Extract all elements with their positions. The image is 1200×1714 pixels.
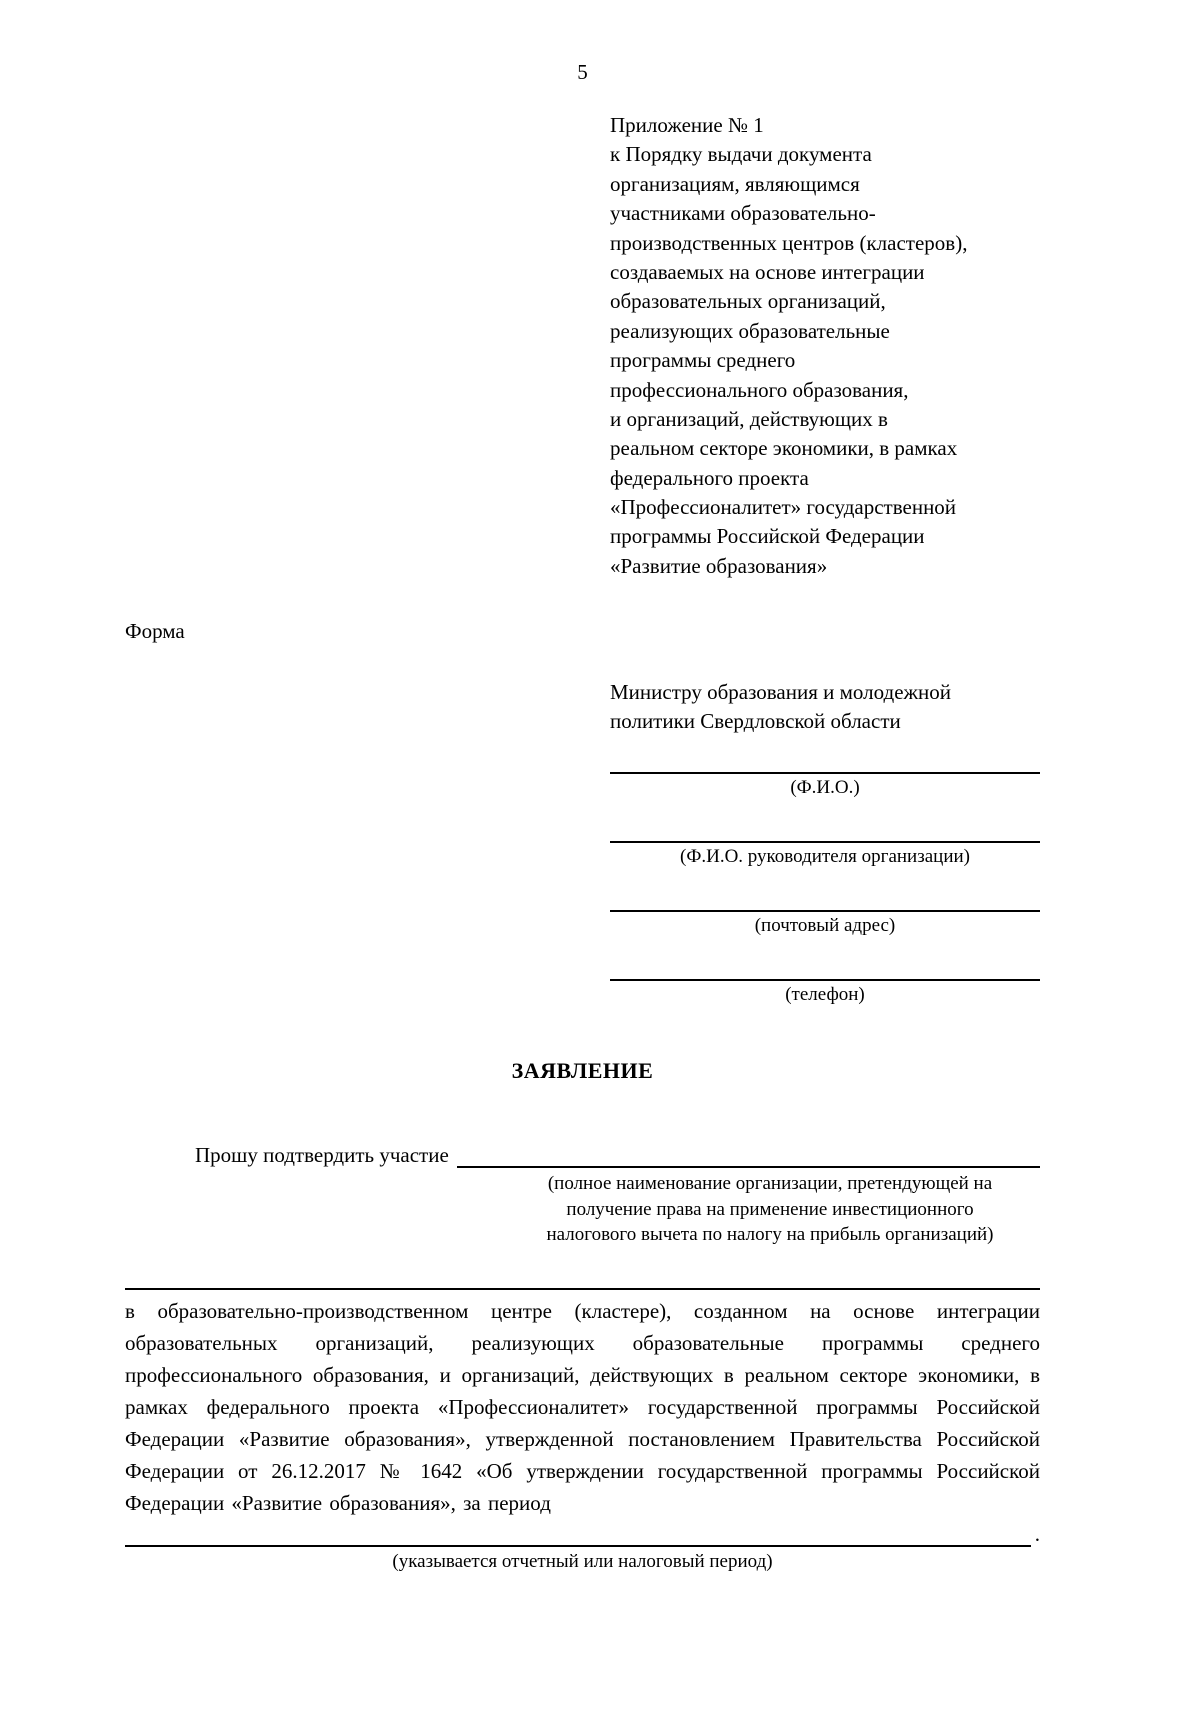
request-line bbox=[125, 1142, 1040, 1168]
appendix-heading: Приложение № 1 к Порядку выдачи документа организациям, являющимся участниками образовательно- производственных центров (кластеров), создаваемых на основе интеграции образовательных организаций, реализующих образовательные программы среднего профессионального образования, и организаций, действующих в реальном секторе экономики, в рамках федерального проекта «Профессионалитет» государственной программы Российской Федерации «Развитие образования» bbox=[610, 113, 968, 578]
period-line bbox=[125, 1521, 1040, 1547]
fio-caption: (Ф.И.О.) bbox=[790, 777, 860, 799]
signature-fields bbox=[610, 742, 1040, 1006]
field-head-fio bbox=[610, 811, 1040, 868]
form-label: Форма bbox=[125, 619, 185, 644]
postal-address-caption: (почтовый адрес) bbox=[754, 915, 896, 937]
organization-name-blank-line bbox=[457, 1142, 1040, 1168]
fio-blank-line bbox=[610, 742, 1040, 774]
field-fio bbox=[610, 742, 1040, 799]
organization-name-caption: (полное наименование организации, претендующей на получение права на применение инвестиционного налогового вычета по налогу на прибыль организаций) bbox=[546, 1173, 994, 1246]
addressee-block: Министру образования и молодежной политики Свердловской области bbox=[610, 680, 952, 734]
page-number: 5 bbox=[577, 60, 588, 84]
application-title: ЗАЯВЛЕНИЕ bbox=[511, 1058, 654, 1084]
request-lead-text: Прошу подтвердить участие bbox=[195, 1143, 449, 1168]
period-blank-line bbox=[125, 1521, 1031, 1547]
body-paragraph: в образовательно-производственном центре (кластере), созданном на основе интеграции образовательных организаций, реализующих образовательные программы среднего профессионального образования, и организаций, действующих в реальном секторе экономики, в рамках федерального проекта «Профессионалитет» государственной программы Российской Федерации «Развитие образования», утвержденной постановлением Правительства Российской Федерации от 26.12.2017 № 1642 «Об утверждении государственной программы Российской Федерации «Развитие образования», за период bbox=[125, 1299, 1040, 1515]
phone-blank-line bbox=[610, 949, 1040, 981]
phone-caption: (телефон) bbox=[785, 984, 865, 1006]
postal-address-blank-line bbox=[610, 880, 1040, 912]
field-phone bbox=[610, 949, 1040, 1006]
field-postal-address bbox=[610, 880, 1040, 937]
period-caption: (указывается отчетный или налоговый период) bbox=[392, 1551, 773, 1573]
period-line-dot: . bbox=[1034, 1522, 1040, 1547]
head-fio-blank-line bbox=[610, 811, 1040, 843]
head-fio-caption: (Ф.И.О. руководителя организации) bbox=[680, 846, 970, 868]
organization-name-continuation-blank-line bbox=[125, 1262, 1040, 1290]
